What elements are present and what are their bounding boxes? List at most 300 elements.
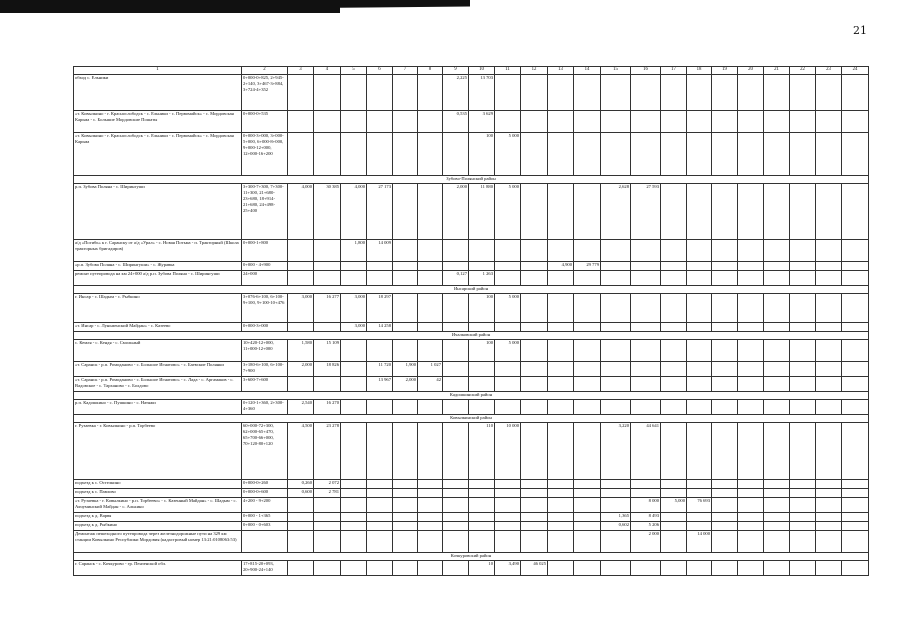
value-cell-col-18 — [687, 377, 712, 392]
value-cell-col-21 — [764, 531, 790, 553]
value-cell-col-9 — [443, 489, 469, 498]
column-number-10: 10 — [469, 67, 495, 75]
value-cell-col-14 — [574, 240, 601, 262]
value-cell-col-7 — [393, 262, 418, 271]
value-cell-col-7 — [393, 522, 418, 531]
value-cell-col-9 — [443, 498, 469, 513]
column-number-14: 14 — [574, 67, 601, 75]
road-name-cell: ремонт путепровода на км 24+000 а/д р.п. Зубова Поляна - с. Ширингуши — [74, 271, 242, 286]
column-number-21: 21 — [764, 67, 790, 75]
value-cell-col-21 — [764, 377, 790, 392]
value-cell-col-11 — [495, 522, 521, 531]
value-cell-col-18 — [687, 271, 712, 286]
value-cell-col-21 — [764, 133, 790, 176]
value-cell-col-8 — [418, 561, 443, 576]
value-cell-col-23 — [816, 561, 842, 576]
value-cell-col-23 — [816, 323, 842, 332]
value-cell-col-19 — [712, 271, 738, 286]
value-cell-col-17 — [661, 262, 687, 271]
value-cell-col-7 — [393, 480, 418, 489]
value-cell-col-16 — [631, 240, 661, 262]
value-cell-col-17 — [661, 480, 687, 489]
value-cell-col-8 — [418, 489, 443, 498]
value-cell-col-21 — [764, 423, 790, 480]
value-cell-col-9 — [443, 340, 469, 362]
value-cell-col-20 — [738, 561, 764, 576]
value-cell-col-16 — [631, 75, 661, 111]
value-cell-col-17 — [661, 489, 687, 498]
value-cell-col-9 — [443, 400, 469, 415]
value-cell-col-22 — [790, 423, 816, 480]
value-cell-col-12 — [521, 133, 548, 176]
value-cell-col-12: 46 025 — [521, 561, 548, 576]
value-cell-col-17 — [661, 294, 687, 323]
value-cell-col-18 — [687, 489, 712, 498]
value-cell-col-6: 27 173 — [367, 184, 393, 240]
value-cell-col-7 — [393, 294, 418, 323]
value-cell-col-24 — [842, 184, 869, 240]
value-cell-col-14 — [574, 340, 601, 362]
value-cell-col-3 — [288, 522, 314, 531]
value-cell-col-13 — [548, 323, 574, 332]
value-cell-col-3 — [288, 111, 314, 133]
value-cell-col-4 — [314, 377, 341, 392]
road-name-cell: «р.п. Зубова Поляна - с. Ширингуши» - с. Журавка — [74, 262, 242, 271]
value-cell-col-4 — [314, 323, 341, 332]
value-cell-col-7 — [393, 323, 418, 332]
value-cell-col-22 — [790, 133, 816, 176]
value-cell-col-9 — [443, 362, 469, 377]
value-cell-col-11 — [495, 111, 521, 133]
region-header-row — [74, 392, 869, 400]
value-cell-col-24 — [842, 294, 869, 323]
value-cell-col-5 — [341, 531, 367, 553]
value-cell-col-9 — [443, 262, 469, 271]
value-cell-col-5 — [341, 423, 367, 480]
value-cell-col-19 — [712, 377, 738, 392]
table-row — [74, 262, 869, 271]
value-cell-col-21 — [764, 489, 790, 498]
road-name-cell: а/д «Погибь» к г. Саранску от а/д «Урал» - с. Новая Потьма - п. Тракторный (Школа тракторных бригадиров) — [74, 240, 242, 262]
value-cell-col-23 — [816, 75, 842, 111]
value-cell-col-22 — [790, 362, 816, 377]
value-cell-col-5 — [341, 480, 367, 489]
value-cell-col-16 — [631, 400, 661, 415]
value-cell-col-4 — [314, 133, 341, 176]
table-body — [74, 75, 869, 576]
value-cell-col-19 — [712, 294, 738, 323]
column-number-23: 23 — [816, 67, 842, 75]
value-cell-col-18 — [687, 340, 712, 362]
value-cell-col-12 — [521, 522, 548, 531]
value-cell-col-20 — [738, 133, 764, 176]
value-cell-col-3 — [288, 531, 314, 553]
value-cell-col-5 — [341, 111, 367, 133]
value-cell-col-22 — [790, 111, 816, 133]
km-range-cell: 3+180-6+100, 6+100-7+900 — [242, 362, 288, 377]
value-cell-col-4: 18 826 — [314, 362, 341, 377]
value-cell-col-19 — [712, 262, 738, 271]
value-cell-col-17: 5,000 — [661, 498, 687, 513]
value-cell-col-4: 2 072 — [314, 480, 341, 489]
value-cell-col-17 — [661, 377, 687, 392]
value-cell-col-12 — [521, 111, 548, 133]
value-cell-col-9 — [443, 561, 469, 576]
value-cell-col-22 — [790, 561, 816, 576]
value-cell-col-24 — [842, 377, 869, 392]
value-cell-col-9 — [443, 240, 469, 262]
value-cell-col-19 — [712, 498, 738, 513]
value-cell-col-20 — [738, 240, 764, 262]
table-row — [74, 133, 869, 176]
road-name-cell: Демонтаж пешеходного путепровода через железнодорожные пути на 329 км станции Ковылкино Республики Мордовия (кадастровый номер 13:21:0108063:53) — [74, 531, 242, 553]
km-range-cell — [242, 531, 288, 553]
value-cell-col-20 — [738, 522, 764, 531]
column-number-5: 5 — [341, 67, 367, 75]
road-name-cell: «т. Инсар - с. Луньменский Майдан» - с. Казеево — [74, 323, 242, 332]
column-number-15: 15 — [601, 67, 631, 75]
value-cell-col-15 — [601, 489, 631, 498]
value-cell-col-23 — [816, 522, 842, 531]
value-cell-col-19 — [712, 561, 738, 576]
value-cell-col-17 — [661, 531, 687, 553]
value-cell-col-13 — [548, 75, 574, 111]
value-cell-col-8 — [418, 262, 443, 271]
road-name-cell: «т. Ковылкино - г. Краснослободск - с. Ельники - с. Первомайск» - с. Мордовская Карьма — [74, 133, 242, 176]
value-cell-col-22 — [790, 531, 816, 553]
value-cell-col-23 — [816, 480, 842, 489]
value-cell-col-11 — [495, 513, 521, 522]
value-cell-col-20 — [738, 323, 764, 332]
value-cell-col-22 — [790, 513, 816, 522]
value-cell-col-17 — [661, 362, 687, 377]
value-cell-col-20 — [738, 480, 764, 489]
table-row — [74, 513, 869, 522]
value-cell-col-17 — [661, 423, 687, 480]
value-cell-col-18 — [687, 400, 712, 415]
value-cell-col-22 — [790, 262, 816, 271]
value-cell-col-14 — [574, 522, 601, 531]
value-cell-col-12 — [521, 531, 548, 553]
value-cell-col-14 — [574, 561, 601, 576]
value-cell-col-23 — [816, 111, 842, 133]
value-cell-col-8 — [418, 111, 443, 133]
road-name-cell: обход с. Ельники — [74, 75, 242, 111]
value-cell-col-13 — [548, 340, 574, 362]
road-name-cell: подъезд к с. Павлово — [74, 489, 242, 498]
region-header-row — [74, 415, 869, 423]
value-cell-col-6 — [367, 400, 393, 415]
km-range-cell: 0+000-0+600 — [242, 489, 288, 498]
value-cell-col-16: 2 000 — [631, 531, 661, 553]
value-cell-col-12 — [521, 489, 548, 498]
value-cell-col-18 — [687, 513, 712, 522]
value-cell-col-13 — [548, 480, 574, 489]
value-cell-col-24 — [842, 271, 869, 286]
value-cell-col-22 — [790, 522, 816, 531]
value-cell-col-8 — [418, 323, 443, 332]
value-cell-col-15 — [601, 75, 631, 111]
value-cell-col-21 — [764, 480, 790, 489]
value-cell-col-21 — [764, 240, 790, 262]
column-number-22: 22 — [790, 67, 816, 75]
value-cell-col-13: 4,900 — [548, 262, 574, 271]
value-cell-col-24 — [842, 522, 869, 531]
value-cell-col-9 — [443, 294, 469, 323]
value-cell-col-9 — [443, 377, 469, 392]
value-cell-col-6: 18 297 — [367, 294, 393, 323]
value-cell-col-3: 4,500 — [288, 423, 314, 480]
table-row — [74, 271, 869, 286]
road-name-cell: с. Кемля - с. Кендя - с. Смольный — [74, 340, 242, 362]
value-cell-col-23 — [816, 362, 842, 377]
value-cell-col-10 — [469, 262, 495, 271]
value-cell-col-8 — [418, 75, 443, 111]
value-cell-col-13 — [548, 184, 574, 240]
value-cell-col-12 — [521, 513, 548, 522]
value-cell-col-11 — [495, 489, 521, 498]
value-cell-col-22 — [790, 489, 816, 498]
value-cell-col-18 — [687, 522, 712, 531]
value-cell-col-5 — [341, 522, 367, 531]
column-number-17: 17 — [661, 67, 687, 75]
value-cell-col-10: 11 880 — [469, 184, 495, 240]
value-cell-col-23 — [816, 377, 842, 392]
value-cell-col-11 — [495, 262, 521, 271]
value-cell-col-12 — [521, 240, 548, 262]
value-cell-col-6: 14 009 — [367, 240, 393, 262]
value-cell-col-13 — [548, 498, 574, 513]
value-cell-col-20 — [738, 498, 764, 513]
value-cell-col-11: 5 000 — [495, 294, 521, 323]
value-cell-col-13 — [548, 294, 574, 323]
value-cell-col-8 — [418, 480, 443, 489]
value-cell-col-15 — [601, 362, 631, 377]
value-cell-col-6 — [367, 133, 393, 176]
value-cell-col-15 — [601, 323, 631, 332]
value-cell-col-17 — [661, 323, 687, 332]
value-cell-col-6 — [367, 489, 393, 498]
value-cell-col-11: 10 000 — [495, 423, 521, 480]
value-cell-col-11 — [495, 480, 521, 489]
column-number-18: 18 — [687, 67, 712, 75]
value-cell-col-23 — [816, 489, 842, 498]
value-cell-col-19 — [712, 489, 738, 498]
value-cell-col-3: 2,540 — [288, 400, 314, 415]
value-cell-col-15 — [601, 340, 631, 362]
region-name: Кочкуровский район — [74, 553, 869, 561]
value-cell-col-3 — [288, 271, 314, 286]
table-row — [74, 480, 869, 489]
road-name-cell: «т. Рузаевка - г. Ковылкино - р.п. Торбеево» - с. Казенный Майдан» - с. Шадым - с. Акчуминский Майдан - с. Алькино — [74, 498, 242, 513]
value-cell-col-7 — [393, 513, 418, 522]
value-cell-col-3 — [288, 75, 314, 111]
value-cell-col-21 — [764, 561, 790, 576]
value-cell-col-6 — [367, 423, 393, 480]
region-header-row — [74, 286, 869, 294]
value-cell-col-9 — [443, 323, 469, 332]
value-cell-col-6: 13 967 — [367, 377, 393, 392]
value-cell-col-9 — [443, 531, 469, 553]
value-cell-col-12 — [521, 262, 548, 271]
value-cell-col-20 — [738, 294, 764, 323]
value-cell-col-8 — [418, 133, 443, 176]
value-cell-col-19 — [712, 513, 738, 522]
value-cell-col-15 — [601, 271, 631, 286]
value-cell-col-11 — [495, 240, 521, 262]
value-cell-col-7 — [393, 133, 418, 176]
value-cell-col-24 — [842, 262, 869, 271]
road-name-cell: г. Инсар - с. Шадым - с. Рыбкино — [74, 294, 242, 323]
value-cell-col-4 — [314, 75, 341, 111]
value-cell-col-8 — [418, 400, 443, 415]
value-cell-col-5 — [341, 489, 367, 498]
km-range-cell: 0+120-1+360, 2+300-4+360 — [242, 400, 288, 415]
table-row — [74, 111, 869, 133]
value-cell-col-16 — [631, 294, 661, 323]
column-number-13: 13 — [548, 67, 574, 75]
km-range-cell: 0+000-3+000 — [242, 323, 288, 332]
value-cell-col-21 — [764, 75, 790, 111]
value-cell-col-5 — [341, 513, 367, 522]
value-cell-col-22 — [790, 340, 816, 362]
value-cell-col-15: 2,628 — [601, 184, 631, 240]
value-cell-col-7 — [393, 240, 418, 262]
table-row — [74, 400, 869, 415]
value-cell-col-9: 2,000 — [443, 184, 469, 240]
value-cell-col-13 — [548, 111, 574, 133]
column-number-11: 11 — [495, 67, 521, 75]
value-cell-col-10 — [469, 323, 495, 332]
column-number-24: 24 — [842, 67, 869, 75]
value-cell-col-20 — [738, 262, 764, 271]
value-cell-col-18 — [687, 423, 712, 480]
value-cell-col-7 — [393, 561, 418, 576]
value-cell-col-23 — [816, 262, 842, 271]
value-cell-col-18 — [687, 133, 712, 176]
value-cell-col-20 — [738, 513, 764, 522]
value-cell-col-23 — [816, 240, 842, 262]
value-cell-col-18 — [687, 362, 712, 377]
value-cell-col-15 — [601, 480, 631, 489]
value-cell-col-24 — [842, 400, 869, 415]
value-cell-col-20 — [738, 75, 764, 111]
value-cell-col-5 — [341, 377, 367, 392]
value-cell-col-10 — [469, 498, 495, 513]
km-range-cell: 0+000-1+800 — [242, 240, 288, 262]
value-cell-col-23 — [816, 133, 842, 176]
value-cell-col-19 — [712, 423, 738, 480]
table-row — [74, 240, 869, 262]
value-cell-col-3 — [288, 377, 314, 392]
value-cell-col-15 — [601, 561, 631, 576]
value-cell-col-9 — [443, 480, 469, 489]
value-cell-col-10: 3 629 — [469, 111, 495, 133]
table-row — [74, 531, 869, 553]
value-cell-col-14 — [574, 362, 601, 377]
value-cell-col-6 — [367, 513, 393, 522]
value-cell-col-10: 100 — [469, 294, 495, 323]
km-range-cell: 0+000-0+260 — [242, 480, 288, 489]
km-range-cell: 0+000 - 4+900 — [242, 262, 288, 271]
value-cell-col-12 — [521, 323, 548, 332]
value-cell-col-18 — [687, 184, 712, 240]
scan-edge-shadow-lower — [0, 4, 340, 13]
value-cell-col-6 — [367, 340, 393, 362]
table-row — [74, 323, 869, 332]
table-row — [74, 294, 869, 323]
value-cell-col-15: 0,602 — [601, 522, 631, 531]
value-cell-col-7 — [393, 423, 418, 480]
value-cell-col-21 — [764, 498, 790, 513]
road-works-table — [73, 66, 869, 576]
value-cell-col-5: 1,800 — [341, 240, 367, 262]
value-cell-col-12 — [521, 75, 548, 111]
value-cell-col-13 — [548, 513, 574, 522]
value-cell-col-6 — [367, 271, 393, 286]
value-cell-col-24 — [842, 362, 869, 377]
km-range-cell: 10+420-12+000, 11+000-12+000 — [242, 340, 288, 362]
value-cell-col-14 — [574, 513, 601, 522]
value-cell-col-23 — [816, 423, 842, 480]
value-cell-col-17 — [661, 340, 687, 362]
table-row — [74, 522, 869, 531]
road-name-cell: р.п. Зубова Поляна - с. Ширингуши — [74, 184, 242, 240]
column-number-19: 19 — [712, 67, 738, 75]
value-cell-col-22 — [790, 323, 816, 332]
value-cell-col-8 — [418, 271, 443, 286]
value-cell-col-11 — [495, 498, 521, 513]
value-cell-col-18: 14 000 — [687, 531, 712, 553]
value-cell-col-10 — [469, 531, 495, 553]
value-cell-col-14 — [574, 423, 601, 480]
road-name-cell: подъезд к с. Остелкино — [74, 480, 242, 489]
value-cell-col-17 — [661, 513, 687, 522]
value-cell-col-16: 44 641 — [631, 423, 661, 480]
value-cell-col-5 — [341, 262, 367, 271]
value-cell-col-13 — [548, 531, 574, 553]
value-cell-col-18 — [687, 111, 712, 133]
value-cell-col-15 — [601, 531, 631, 553]
value-cell-col-22 — [790, 240, 816, 262]
value-cell-col-14 — [574, 400, 601, 415]
value-cell-col-10 — [469, 489, 495, 498]
km-range-cell: 4+200 - 9+200 — [242, 498, 288, 513]
value-cell-col-18 — [687, 75, 712, 111]
value-cell-col-24 — [842, 423, 869, 480]
value-cell-col-18 — [687, 262, 712, 271]
value-cell-col-8 — [418, 340, 443, 362]
value-cell-col-16: 8 000 — [631, 498, 661, 513]
value-cell-col-14 — [574, 271, 601, 286]
value-cell-col-15: 1,365 — [601, 513, 631, 522]
value-cell-col-12 — [521, 271, 548, 286]
value-cell-col-21 — [764, 294, 790, 323]
value-cell-col-12 — [521, 423, 548, 480]
value-cell-col-10 — [469, 240, 495, 262]
value-cell-col-19 — [712, 323, 738, 332]
value-cell-col-23 — [816, 184, 842, 240]
value-cell-col-14 — [574, 498, 601, 513]
column-number-6: 6 — [367, 67, 393, 75]
value-cell-col-20 — [738, 111, 764, 133]
value-cell-col-15 — [601, 377, 631, 392]
value-cell-col-6 — [367, 531, 393, 553]
value-cell-col-16: 8 493 — [631, 513, 661, 522]
region-header-row — [74, 553, 869, 561]
value-cell-col-14 — [574, 489, 601, 498]
value-cell-col-4: 23 278 — [314, 423, 341, 480]
